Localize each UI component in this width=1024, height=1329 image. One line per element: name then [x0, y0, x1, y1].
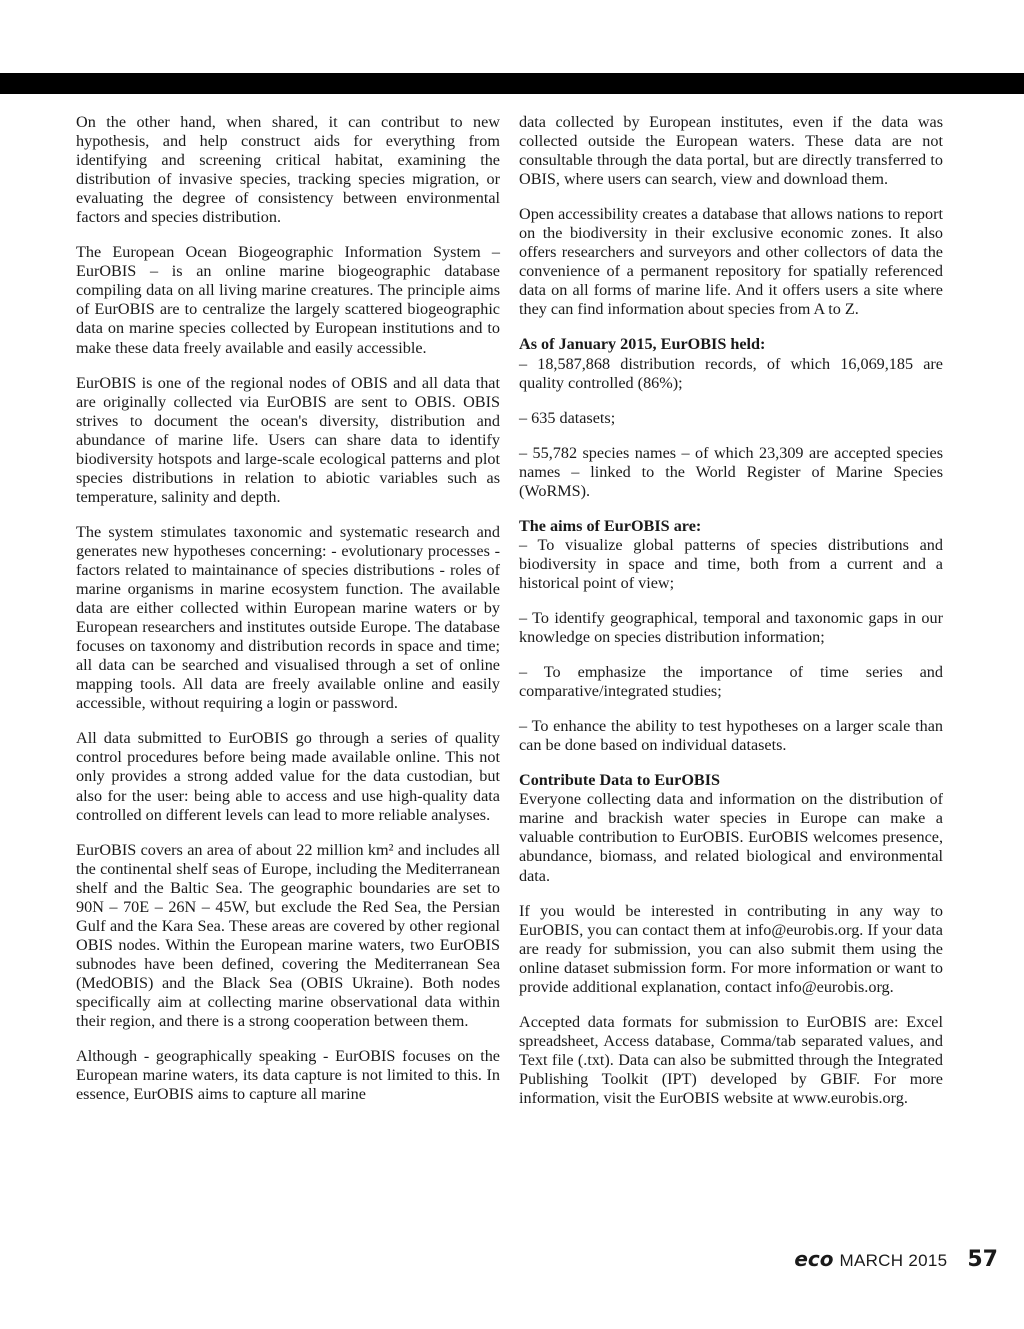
body-paragraph: Everyone collecting data and information on the distribution of marine and brackish water species in Europe can make a valuable contribution to EurOBIS. EurOBIS welcomes presence, abundance, biomass, and related biological and environmental data. — [519, 790, 943, 885]
list-item: – 635 datasets; — [519, 408, 616, 427]
list-item: – 18,587,868 distribution records, of which 16,069,185 are quality controlled (86%); — [519, 354, 943, 392]
contribute-heading: Contribute Data to EurOBIS — [519, 771, 721, 790]
left-column — [76, 113, 500, 1120]
section-heading — [519, 771, 943, 790]
list-item: – To enhance the ability to test hypotheses on a larger scale than can be done based on individual datasets. — [519, 717, 943, 755]
page-number: 57 — [967, 1247, 998, 1272]
body-paragraph: The European Ocean Biogeographic Information System – EurOBIS – is an online marine biogeographic database compiling data on all living marine creatures. The principle aims of EurOBIS are to centralize the largely scattered biogeographic data on marine species collected by European institutions and to make these data freely available and easily accessible. — [76, 243, 500, 357]
magazine-logo: eco — [794, 1247, 834, 1271]
body-paragraph: On the other hand, when shared, it can contribut to new hypothesis, and help construct aids for everything from identifying and screening critical habitat, examining the distribution of invasive species, tracking species migration, or evaluating the degree of consistency between environmental factors and species distribution. — [76, 113, 500, 227]
issue-date: MARCH 2015 — [839, 1251, 948, 1270]
body-paragraph: data collected by European institutes, even if the data was collected outside the European waters. These data are not consultable through the data portal, but are directly transferred to OBIS, where users can search, view and download them. — [519, 113, 943, 189]
section-heading — [519, 517, 943, 536]
body-paragraph: EurOBIS is one of the regional nodes of OBIS and all data that are originally collected via EurOBIS are sent to OBIS. OBIS strives to document the ocean's diversity, distribution and abundance of marine life. Users can share data to identify biodiversity hotspots and large-scale ecological patterns and plot species distributions in relation to abiotic variables such as temperature, salinity and depth. — [76, 373, 500, 506]
body-paragraph: The system stimulates taxonomic and systematic research and generates new hypotheses concerning: - evolutionary processes - factors related to maintainance of species distributions - roles of marine organisms in marine ecosystem function. The available data are either collected within European marine waters or by European researchers and institutes outside Europe. The database focuses on taxonomy and distribution records in space and time; all data can be searched and visualised through a set of online mapping tools. All data are freely available online and easily accessible, without requiring a login or password. — [76, 522, 500, 713]
list-item: – To emphasize the importance of time series and comparative/integrated studies; — [519, 663, 943, 701]
list-item: – To visualize global patterns of species distributions and biodiversity in space and time, both from a current and a historical point of view; — [519, 535, 943, 592]
body-paragraph: EurOBIS covers an area of about 22 million km² and includes all the continental shelf seas of Europe, including the Mediterranean shelf and the Baltic Sea. The geographic boundaries are set to 90N – 70E – 26N – 45W, but exclude the Red Sea, the Persian Gulf and the Kara Sea. These areas are covered by other regional OBIS nodes. Within the European marine waters, two EurOBIS subnodes have been defined, covering the Mediterranean Sea (MedOBIS) and the Black Sea (OBIS Ukraine). Both nodes specifically aim at collecting marine observational data within their region, and there is a strong cooperation between them. — [76, 840, 500, 1031]
body-paragraph: All data submitted to EurOBIS go through a series of quality control procedures before being made available online. This not only provides a strong added value for the data custodian, but also for the user: being able to access and use high-quality data controlled on different levels can lead to more reliable analyses. — [76, 729, 500, 824]
body-paragraph: Accepted data formats for submission to EurOBIS are: Excel spreadsheet, Access database, Comma/tab separated values, and Text file (.txt). Data can also be submitted through the Integrated Publishing Toolkit (IPT) developed by GBIF. For more information, visit the EurOBIS website at www.eurobis.org. — [519, 1012, 943, 1107]
list-item: – 55,782 species names – of which 23,309 are accepted species names – linked to the World Register of Marine Species (WoRMS). — [519, 443, 943, 500]
list-item: – To identify geographical, temporal and taxonomic gaps in our knowledge on species distribution information; — [519, 608, 943, 647]
page-footer — [794, 1247, 998, 1272]
header-bar — [0, 73, 1024, 94]
body-paragraph: Open accessibility creates a database that allows nations to report on the biodiversity in their exclusive economic zones. It also offers researchers and surveyors and other collectors of data the convenience of a permanent repository for spatially referenced data on all forms of marine life. And it offers users a site where they can find information about species from A to Z. — [519, 205, 943, 319]
body-paragraph: Although - geographically speaking - EurOBIS focuses on the European marine waters, its data capture is not limited to this. In essence, EurOBIS aims to capture all marine — [76, 1047, 500, 1104]
held-heading: As of January 2015, EurOBIS held: — [519, 335, 766, 354]
right-column — [519, 113, 943, 1124]
body-paragraph: If you would be interested in contributing in any way to EurOBIS, you can contact them at info@eurobis.org. If your data are ready for submission, you can also submit them using the online dataset submission form. For more information or want to provide additional explanation, contact info@eurobis.org. — [519, 901, 943, 996]
section-heading — [519, 335, 943, 354]
aims-heading: The aims of EurOBIS are: — [519, 516, 702, 535]
